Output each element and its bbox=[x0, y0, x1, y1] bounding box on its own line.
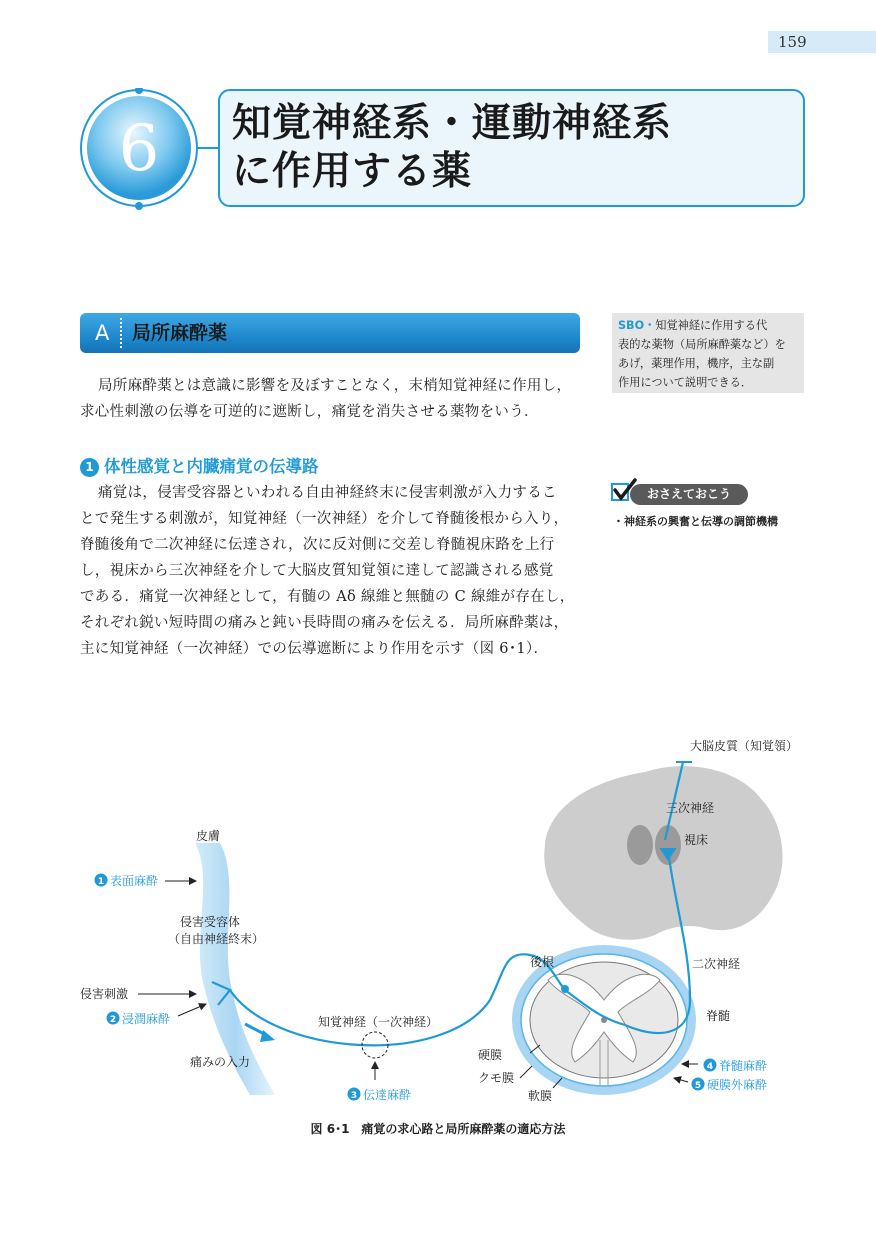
chapter-number: 6 bbox=[118, 112, 160, 186]
anesthesia-text-1: 表面麻酔 bbox=[110, 874, 159, 888]
anesthesia-num-1: 1 bbox=[97, 877, 105, 887]
body-line-6: それぞれ鋭い短時間の痛みと鈍い長時間の痛みを伝える．局所麻酔薬は， bbox=[80, 615, 569, 631]
sbo-line-1 bbox=[618, 316, 767, 336]
sbo-line-4: 作用について説明できる． bbox=[618, 376, 753, 389]
anesthesia-text-2: 浸潤麻酔 bbox=[122, 1012, 171, 1026]
anesthesia-text-5: 硬膜外麻酔 bbox=[707, 1078, 768, 1092]
figure-pain-pathway bbox=[0, 700, 876, 1120]
subsection-number-badge: 1 bbox=[80, 458, 99, 477]
label-arachnoid: クモ膜 bbox=[478, 1071, 515, 1085]
label-thalamus: 視床 bbox=[684, 833, 709, 847]
label-cortex: 大脳皮質（知覚領） bbox=[690, 739, 799, 753]
chapter-badge bbox=[74, 88, 224, 218]
section-a-letter: A bbox=[95, 321, 110, 345]
anesthesia-num-2: 2 bbox=[109, 1015, 117, 1025]
anesthesia-num-3: 3 bbox=[350, 1091, 358, 1101]
anesthesia-num-5: 5 bbox=[694, 1081, 702, 1091]
sbo-text-1: 知覚神経に作用する代 bbox=[655, 319, 768, 332]
label-receptor-1: 侵害受容体 bbox=[180, 915, 241, 929]
label-sensory-nerve: 知覚神経（一次神経） bbox=[318, 1015, 439, 1029]
sbo-line-3: あげ，薬理作用，機序，主な副 bbox=[618, 357, 775, 370]
body-line-3: 脊髄後角で二次神経に伝達され，次に反対側に交差し脊髄視床路を上行 bbox=[80, 537, 555, 553]
figure-caption: 図 6･1 痛覚の求心路と局所麻酔薬の適応方法 bbox=[310, 1122, 566, 1136]
label-secondary-nerve: 二次神経 bbox=[692, 957, 741, 971]
anesthesia-label-1 bbox=[95, 873, 159, 888]
anesthesia-label-5 bbox=[692, 1077, 768, 1092]
body-line-5: である．痛覚一次神経として，有髄の Aδ 線維と無髄の C 線維が存在し， bbox=[80, 589, 575, 605]
label-pia: 軟膜 bbox=[528, 1089, 553, 1103]
sbo-line-2: 表的な薬物（局所麻酔薬など）を bbox=[618, 338, 786, 351]
label-receptor-2: （自由神経終末） bbox=[168, 932, 265, 946]
label-stimulus: 侵害刺激 bbox=[80, 987, 129, 1001]
osaete-label: おさえておこう bbox=[630, 484, 748, 505]
intro-line-1: 局所麻酔薬とは意識に影響を及ぼすことなく，末梢知覚神経に作用し， bbox=[98, 378, 572, 394]
chapter-title-line1: 知覚神経系・運動神経系 bbox=[232, 101, 673, 146]
label-spinal-cord: 脊髄 bbox=[706, 1009, 731, 1023]
anesthesia-label-4 bbox=[704, 1058, 768, 1073]
anesthesia-num-4: 4 bbox=[706, 1062, 714, 1072]
anesthesia-text-3: 伝達麻酔 bbox=[363, 1088, 412, 1102]
intro-line-2: 求心性刺激の伝導を可逆的に遮断し，痛覚を消失させる薬物をいう． bbox=[80, 404, 539, 420]
body-line-7: 主に知覚神経（一次神経）での伝導遮断により作用を示す（図 6･1）． bbox=[80, 641, 549, 657]
section-a-divider bbox=[120, 318, 122, 348]
subsection-1-title: 体性感覚と内臓痛覚の伝導路 bbox=[104, 457, 319, 476]
label-tertiary-nerve: 三次神経 bbox=[666, 801, 715, 815]
osaete-item: ・神経系の興奮と伝導の調節機構 bbox=[613, 515, 778, 528]
anesthesia-text-4: 脊髄麻酔 bbox=[719, 1059, 768, 1073]
label-pain-input: 痛みの入力 bbox=[190, 1055, 251, 1069]
body-line-4: し，視床から三次神経を介して大脳皮質知覚領に達して認識される感覚 bbox=[80, 563, 554, 579]
page-number: 159 bbox=[768, 31, 876, 53]
anesthesia-label-2 bbox=[107, 1011, 171, 1026]
thalamus-left bbox=[627, 825, 653, 865]
chapter-title-line2: に作用する薬 bbox=[232, 149, 473, 194]
body-line-2: とで発生する刺激が，知覚神経（一次神経）を介して脊髄後根から入り， bbox=[80, 511, 569, 527]
body-line-1: 痛覚は，侵害受容器といわれる自由神経終末に侵害刺激が入力するこ bbox=[98, 485, 557, 501]
label-skin: 皮膚 bbox=[196, 829, 221, 843]
label-dura: 硬膜 bbox=[478, 1048, 503, 1062]
label-dorsal-root: 後根 bbox=[530, 955, 555, 969]
anesthesia-label-3 bbox=[348, 1087, 412, 1102]
sbo-label: SBO・ bbox=[618, 319, 656, 332]
section-a-title: 局所麻酔薬 bbox=[132, 322, 228, 344]
